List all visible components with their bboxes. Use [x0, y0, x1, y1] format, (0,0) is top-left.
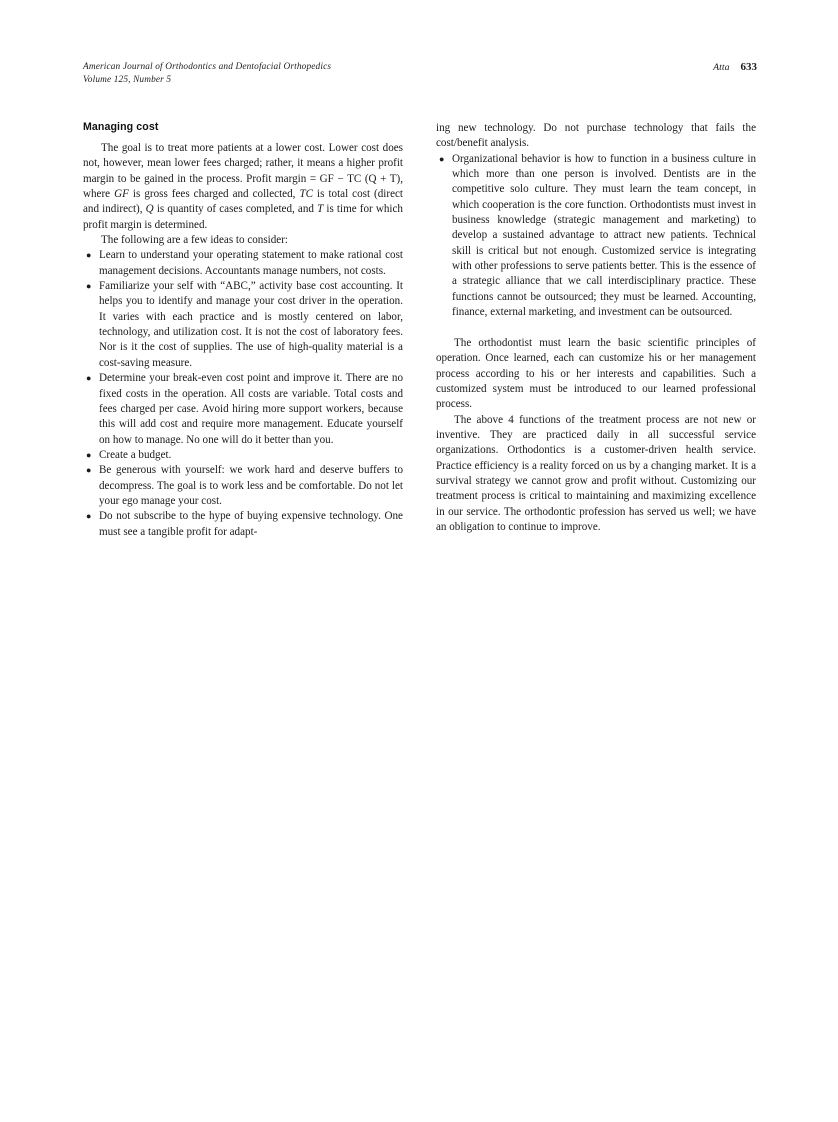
paragraph-text-part: is quantity of cases completed, and [153, 203, 318, 216]
list-item [83, 509, 403, 540]
list-item-text: Create a budget. [99, 448, 172, 461]
running-head-author-page [713, 61, 757, 73]
left-column-bullet-list [83, 248, 403, 540]
bullet-icon: ● [86, 449, 92, 460]
right-column [436, 121, 756, 540]
paragraph-profit-margin [83, 141, 403, 233]
list-item [83, 448, 403, 463]
running-head-journal [83, 61, 331, 87]
paragraph-text-part: is time for which profit margin is determined. [83, 203, 403, 231]
italic-term-q: Q [145, 203, 154, 216]
list-item [83, 463, 403, 509]
page-number: 633 [740, 61, 757, 73]
list-item [83, 248, 403, 279]
list-item-text: Determine your break-even cost point and improve it. There are no fixed costs in the operation. All costs are variable. Total costs and fees charged per case. Avoid hiring more support workers, because this will add cost and require more management. Educate yourself on how to manage. No one will do it better than you. [99, 372, 403, 446]
italic-term-tc: TC [299, 188, 314, 201]
paragraph-ideas-intro: The following are a few ideas to consider: [101, 234, 288, 247]
right-column-bullet-list [436, 152, 756, 321]
bullet-icon: ● [86, 465, 92, 476]
list-item-text: Be generous with yourself: we work hard and deserve buffers to decompress. The goal is to work less and be comfortable. Do not let your ego manage your cost. [99, 464, 403, 507]
list-item [83, 371, 403, 448]
left-column [83, 121, 403, 540]
list-item-text: Do not subscribe to the hype of buying expensive technology. One must see a tangible profit for adapt- [99, 510, 403, 538]
paragraph-four-functions: The above 4 functions of the treatment process are not new or inventive. They are practiced daily in all successful service organizations. Orthodontics is a customer-driven health service. Practice efficiency is a reality forced on us by a changing market. It is a survival strategy we cannot grow and profit without. Customizing our treatment process is critical to maintaining and maximizing excellence in our service. The orthodontic profession has served us well; we have an obligation to continue to improve. [436, 413, 756, 533]
bullet-icon: ● [86, 511, 92, 522]
paragraph-continued-from-left-column: ing new technology. Do not purchase technology that fails the cost/benefit analysis. [436, 122, 756, 150]
paragraph-text-part: is total cost (direct and indirect), [83, 188, 404, 216]
bullet-icon: ● [86, 373, 92, 384]
list-item-text: Learn to understand your operating statement to make rational cost management decisions. Accountants manage numbers, not costs. [99, 249, 403, 277]
journal-volume-issue: Volume 125, Number 5 [83, 75, 172, 86]
paragraph-orthodontist-principles: The orthodontist must learn the basic scientific principles of operation. Once learned, each can customize his or her management process according to his or her interests and capabilities. Such a customized system must be introduced to our learned professional process. [436, 336, 756, 411]
list-item-text: Organizational behavior is how to function in a business culture in which more than one person is involved. Dentists are in the competitive solo culture. They must learn the team concept, in which cooperation is the core function. Orthodontists must invest in business knowledge (strategic management and marketing) to develop a sustained advantage to attract new patients. Technical skill is critical but not enough. Customized service is integrating with other professions to serve patients better. This is the essence of a strategic alliance that we call interdisciplinary practice. These functions cannot be outsourced; they must be learned. Accounting, finance, external marketing, and investment can be outsourced. [452, 152, 756, 319]
italic-term-gf: GF [114, 188, 129, 201]
bullet-icon: ● [86, 250, 92, 261]
journal-title: American Journal of Orthodontics and Dentofacial Orthopedics [83, 62, 332, 72]
list-item-text: Familiarize your self with “ABC,” activity base cost accounting. It helps you to identify and manage your cost driver in the operation. It varies with each practice and is mostly centered on labor, technology, and utilization cost. It is not the cost of laboratory fees. Nor is it the cost of supplies. The use of high-quality material is a cost-saving measure. [99, 280, 403, 369]
section-heading-managing-cost: Managing cost [83, 121, 159, 133]
bullet-icon: ● [439, 153, 445, 164]
paragraph-text-part: is gross fees charged and collected, [128, 188, 300, 201]
two-column-body [83, 121, 757, 540]
list-item [83, 279, 403, 371]
italic-term-t: T [317, 203, 324, 216]
running-head [83, 61, 757, 87]
bullet-icon: ● [86, 281, 92, 292]
running-head-author: Atta [713, 62, 730, 73]
paragraph-text-part: The goal is to treat more patients at a lower cost. Lower cost does not, however, mean lower fees charged; rather, it means a higher profit margin to be gained in the process. Profit margin = GF − TC (Q + T), where [83, 142, 403, 201]
list-item [436, 152, 756, 321]
